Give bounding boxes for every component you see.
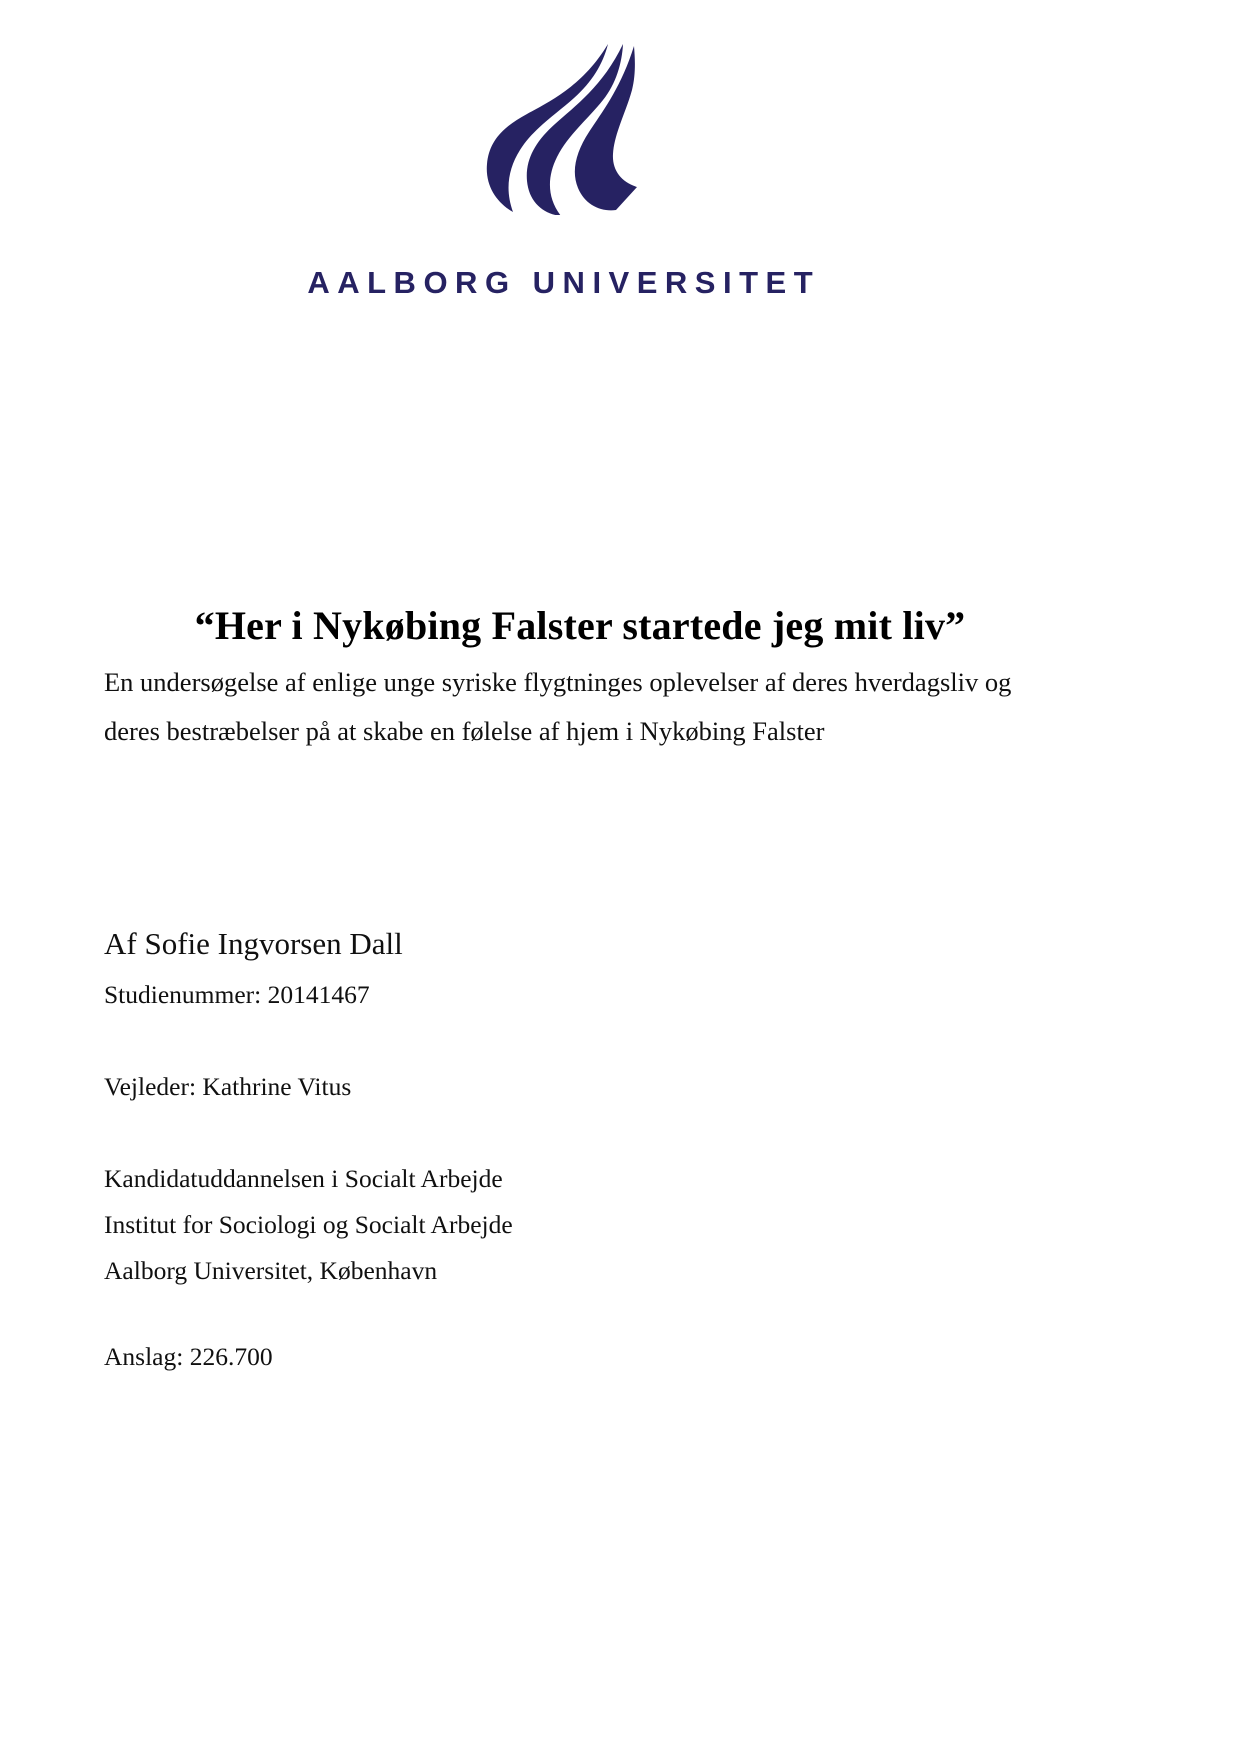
spacer	[104, 1110, 924, 1156]
document-subtitle	[104, 658, 1034, 756]
page-title: “Her i Nykøbing Falster startede jeg mit liv”	[194, 602, 966, 648]
programme: Kandidatuddannelsen i Socialt Arbejde	[104, 1163, 503, 1193]
subtitle-line-2: deres bestræbelser på at skabe en følelse af hjem i Nykøbing Falster	[104, 716, 825, 746]
character-count: Anslag: 226.700	[104, 1341, 273, 1371]
author-byline: Af Sofie Ingvorsen Dall	[104, 926, 403, 961]
student-number: Studienummer: 20141467	[104, 979, 370, 1009]
aalborg-university-flame-logo-icon	[475, 40, 645, 215]
supervisor: Vejleder: Kathrine Vitus	[104, 1071, 352, 1101]
spacer	[104, 1294, 924, 1334]
department: Institut for Sociologi og Socialt Arbejde	[104, 1209, 513, 1239]
university-logo-block	[0, 40, 1120, 298]
author-meta-block	[104, 925, 924, 1380]
university-wordmark: AALBORG UNIVERSITET	[307, 265, 821, 300]
spacer	[104, 1018, 924, 1064]
subtitle-line-1: En undersøgelse af enlige unge syriske flygtninges oplevelser af deres hverdagsliv og	[104, 667, 1012, 697]
university-campus: Aalborg Universitet, København	[104, 1255, 438, 1285]
